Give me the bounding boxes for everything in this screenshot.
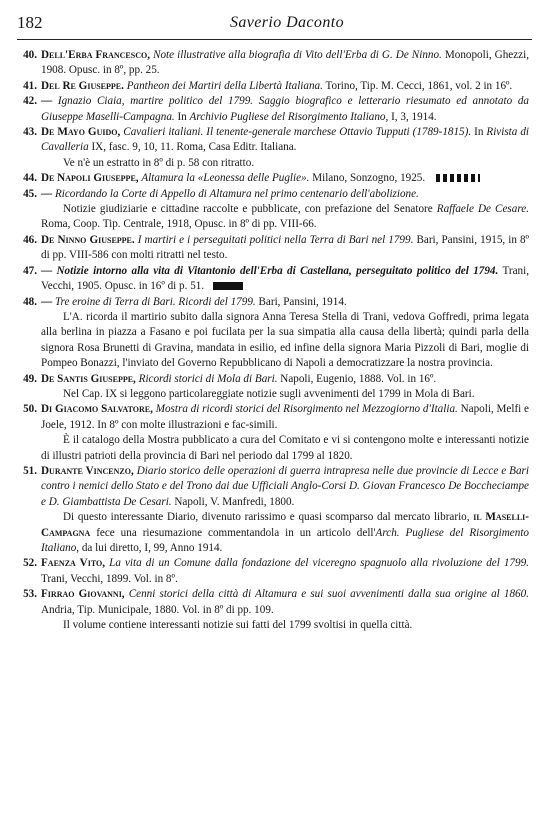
entry-note	[41, 202, 529, 233]
entry-author: De Ninno Giuseppe.	[41, 233, 135, 246]
bibliography-entry	[17, 79, 529, 94]
entry-author: Di Giacomo Salvatore,	[41, 403, 153, 416]
bibliography-list	[17, 48, 529, 633]
bibliography-entry	[17, 171, 529, 186]
ink-blot	[213, 282, 243, 290]
entry-author: Firrao Giovanni,	[41, 588, 125, 601]
entry-number: 52.	[23, 557, 37, 570]
entry-title: Ricordi storici di Mola di Bari.	[138, 372, 278, 385]
entry-author: Dell'Erba Francesco,	[41, 49, 150, 61]
bibliography-entry	[17, 94, 529, 125]
entry-title: Notizie intorno alla vita di Vitantonio dell'Erba di Castellana, perseguitato politico del 1794.	[56, 264, 499, 277]
entry-number: 53.	[23, 588, 37, 601]
entry-author: De Napoli Giuseppe,	[41, 172, 139, 185]
entry-publication: Bari, Pansini, 1914.	[258, 295, 347, 308]
ditto-dash: —	[41, 187, 53, 200]
entry-publication: Milano, Sonzogno, 1925.	[312, 172, 426, 185]
page-number: 182	[17, 13, 43, 32]
entry-publication-detail: IX, fasc. 9, 10, 11. Roma, Casa Editr. Italiana.	[91, 141, 297, 154]
entry-journal: Archivio Pugliese del Risorgimento Italiano,	[189, 110, 389, 123]
entry-publication: Andria, Tip. Municipale, 1880. Vol. in 8º di pp. 109.	[41, 603, 274, 616]
bibliography-entry	[17, 372, 529, 403]
entry-publication: Monopoli, Ghezzi, 1908. Opusc. in 8º, pp. 25.	[41, 49, 529, 77]
entry-note-person: il Maselli-Campagna	[41, 511, 529, 539]
entry-note-text-3: da lui diretto, I, 99, Anno 1914.	[81, 542, 223, 554]
entry-publication: Trani, Vecchi, 1899. Vol. in 8º.	[41, 572, 178, 585]
entry-title: Ignazio Ciaia, martire politico del 1799. Saggio biografico e letterario riesumato ed annotato da Giuseppe Maselli-Campagna.	[41, 95, 529, 123]
bibliography-entry	[17, 125, 529, 171]
entry-note: Ve n'è un estratto in 8º di p. 58 con ritratto.	[63, 156, 255, 169]
bibliography-entry	[17, 402, 529, 464]
entry-author: De Mayo Guido,	[41, 126, 121, 139]
entry-title: La vita di un Comune dalla fondazione del viceregno spagnuolo alla rivoluzione del 1799.	[109, 557, 529, 570]
bibliography-entry	[17, 464, 529, 556]
entry-number: 48.	[23, 295, 37, 308]
entry-note-text: Di questo interessante Diario, divenuto rarissimo e quasi scomparso dal mercato librario,	[63, 511, 470, 524]
entry-publication: Napoli, V. Manfredi, 1800.	[174, 495, 295, 508]
entry-note: Nel Cap. IX si leggono particolareggiate notizie sugli avvenimenti del 1799 in Mola di Bari.	[63, 387, 475, 400]
entry-title: Cenni storici della città di Altamura e sui suoi avvenimenti dalla sua origine al 1860.	[128, 588, 529, 601]
entry-publication-detail: I, 3, 1914.	[391, 110, 437, 123]
entry-title: Tre eroine di Terra di Bari. Ricordi del 1799.	[54, 295, 256, 308]
entry-publication: In	[474, 126, 484, 139]
entry-title: Cavalieri italiani. Il tenente-generale marchese Ottavio Tupputi (1789-1815).	[123, 126, 472, 139]
entry-title: Mostra di ricordi storici del Risorgimento nel Mezzogiorno d'Italia.	[155, 403, 458, 416]
entry-number: 41.	[23, 79, 37, 92]
entry-title: Note illustrative alla biografia di Vito dell'Erba di G. De Ninno.	[153, 49, 442, 61]
bibliography-entry	[17, 264, 529, 295]
entry-journal: Rivista di Cavalleria	[41, 126, 530, 154]
entry-author: Durante Vincenzo,	[41, 464, 134, 477]
entry-title: Diario storico delle operazioni di guerra intrapresa nelle due provincie di Lecce e Bari contro i nemici dello Stato e del Trono dai due Ufficiali Anglo-Corsi D. Giovan Francesco De Boccheciampe e D. Giambattista De Cesari.	[41, 464, 529, 508]
entry-title: I martiri e i perseguitati politici nella Terra di Bari nel 1799.	[137, 233, 414, 246]
entry-number: 42.	[23, 95, 37, 108]
entry-publication: Bari, Pansini, 1915, in 8º di pp. VIII-586 con molti ritratti nel testo.	[41, 233, 530, 262]
entry-number: 40.	[23, 49, 37, 61]
entry-note-publication: Roma, Coop. Tip. Centrale, 1918, Opusc. in 8º di pp. VIII-66.	[41, 218, 317, 231]
bibliography-entry	[17, 587, 529, 633]
entry-publication: Napoli, Melfi e Joele, 1912. In 8º con molte illustrazioni e fac-simili.	[41, 403, 529, 431]
entry-title: Pantheon dei Martiri della Libertà Italiana.	[126, 79, 323, 92]
entry-note-text-2: fece una riesumazione commentandola in un articolo dell'	[96, 526, 376, 539]
entry-number: 49.	[23, 372, 37, 385]
ditto-dash: —	[41, 295, 53, 308]
entry-number: 51.	[23, 464, 37, 477]
entry-note-person: Raffaele De Cesare.	[436, 203, 529, 216]
entry-number: 47.	[23, 264, 37, 277]
entry-number: 50.	[23, 403, 37, 416]
entry-publication: Torino, Tip. M. Cecci, 1861, vol. 2 in 16º.	[325, 79, 513, 92]
entry-note: L'A. ricorda il martirio subito dalla signora Anna Teresa Stella di Trani, vedova Goffredi, prima legata alla berlina in piazza a Fasano e poi fucilata per la sua simpatia alla causa della libertà; quindi parla della signora Rosa Brunetti di Gravina, mandata in esilio, ed infine della signora Maria Pizzoli di Bari, moglie di Pompeo Bonazzi, l'inviato del Governo Repubblicano di Napoli a democratizzare la nostra provincia.	[41, 310, 529, 370]
running-header	[17, 13, 532, 35]
entry-note: È il catalogo della Mostra pubblicato a cura del Comitato e vi si contengono molte e interessanti notizie di illustri patrioti della provincia di Bari nel periodo dal 1799 al 1820.	[41, 434, 529, 462]
entry-number: 46.	[23, 233, 37, 246]
entry-number: 44.	[23, 172, 37, 185]
entry-note	[41, 510, 529, 556]
entry-title: Ricordando la Corte di Appello di Altamura nel primo centenario dell'abolizione.	[54, 187, 419, 200]
entry-number: 43.	[23, 126, 37, 139]
entry-note: Il volume contiene interessanti notizie sui fatti del 1799 svoltisi in quella città.	[63, 619, 413, 632]
running-title: Saverio Daconto	[230, 14, 344, 31]
entry-number: 45.	[23, 187, 37, 200]
entry-title: Altamura la «Leonessa delle Puglie».	[141, 172, 310, 185]
ditto-dash: —	[41, 264, 53, 277]
entry-note-journal: Arch. Pugliese del Risorgimento Italiano,	[41, 526, 529, 554]
bibliography-entry	[17, 556, 529, 587]
ink-smudge	[436, 174, 480, 182]
entry-author: Faenza Vito,	[41, 557, 106, 570]
header-rule	[17, 39, 532, 40]
entry-author: De Santis Giuseppe,	[41, 372, 136, 385]
bibliography-entry	[17, 48, 529, 79]
bibliography-entry	[17, 187, 529, 233]
entry-note-text: Notizie giudiziarie e cittadine raccolte e pubblicate, con prefazione del Senatore	[63, 203, 433, 216]
bibliography-entry	[17, 295, 529, 372]
entry-author: Del Re Giuseppe.	[41, 79, 124, 92]
entry-publication: Napoli, Eugenio, 1888. Vol. in 16º.	[280, 372, 437, 385]
ditto-dash: —	[41, 95, 53, 108]
entry-publication: Trani, Vecchi, 1905. Opusc. in 16º di p. 51.	[41, 264, 529, 293]
entry-publication: In	[177, 110, 187, 123]
bibliography-entry	[17, 233, 529, 264]
